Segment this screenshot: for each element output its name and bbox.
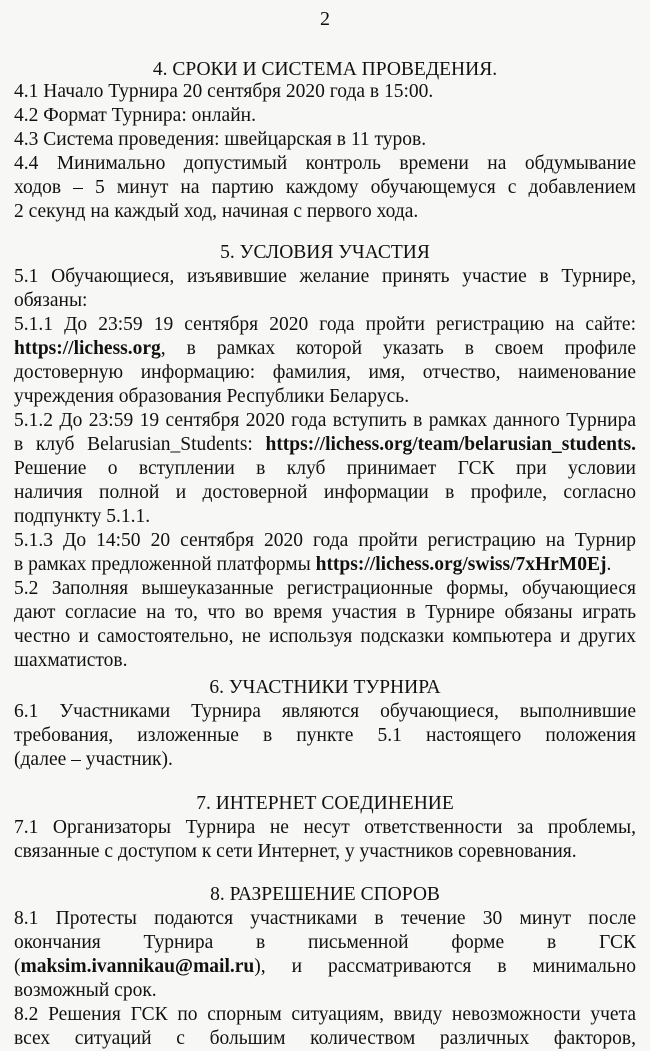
- contact-email: maksim.ivannikau@mail.ru: [20, 956, 255, 977]
- paragraph-5-1-3-line-1: 5.1.3 До 14:50 20 сентября 2020 года пройти регистрацию на Турнир: [14, 530, 636, 551]
- section-8-title: 8. РАЗРЕШЕНИЕ СПОРОВ: [210, 884, 440, 905]
- paragraph-5-2-line-4: шахматистов.: [14, 650, 128, 671]
- paragraph-4-3: 4.3 Система проведения: швейцарская в 11 туров.: [14, 129, 427, 150]
- paragraph-5-2-line-2: дают согласие на то, что во время участия в Турнире обязаны играть: [14, 602, 636, 623]
- team-link: https://lichess.org/team/belarusian_students.: [265, 434, 636, 455]
- paragraph-6-1-line-2: требования, изложенные в пункте 5.1 настоящего положения: [14, 725, 636, 746]
- paragraph-6-1-line-1: 6.1 Участниками Турнира являются обучающиеся, выполнившие: [14, 701, 636, 722]
- swiss-link: https://lichess.org/swiss/7xHrM0Ej: [315, 554, 607, 575]
- paragraph-8-2-line-2: всех ситуаций с большим количеством различных факторов,: [14, 1028, 636, 1049]
- paragraph-8-1-line-4: возможный срок.: [14, 980, 157, 1001]
- paragraph-4-4-line-2: ходов – 5 минут на партию каждому обучающемуся с добавлением: [14, 177, 636, 198]
- paragraph-5-1-2-line-4: наличия полной и достоверной информации в профиле, согласно: [14, 482, 636, 503]
- paragraph-4-1: 4.1 Начало Турнира 20 сентября 2020 года в 15:00.: [14, 81, 434, 102]
- paragraph-4-4-line-3: 2 секунд на каждый ход, начиная с первого хода.: [14, 201, 419, 222]
- lichess-link: https://lichess.org: [14, 338, 161, 359]
- paragraph-6-1-line-3: (далее – участник).: [14, 749, 173, 770]
- paragraph-7-1-line-2: связанные с доступом к сети Интернет, у участников соревнования.: [14, 841, 577, 862]
- paragraph-7-1-line-1: 7.1 Организаторы Турнира не несут ответственности за проблемы,: [14, 817, 636, 838]
- paragraph-8-2-line-1: 8.2 Решения ГСК по спорным ситуациям, ввиду невозможности учета: [14, 1004, 636, 1025]
- paragraph-5-1-3-line-2: в рамках предложенной платформы https://lichess.org/swiss/7xHrM0Ej.: [14, 554, 612, 575]
- paragraph-8-1-line-3: (maksim.ivannikau@mail.ru), и рассматриваются в минимально: [14, 956, 636, 977]
- paragraph-5-1-1-line-3: достоверную информацию: фамилия, имя, отчество, наименование: [14, 362, 636, 383]
- paragraph-5-1-2-line-1: 5.1.2 До 23:59 19 сентября 2020 года вступить в рамках данного Турнира: [14, 410, 636, 431]
- paragraph-5-1-2-line-2: в клуб Belarusian_Students: https://lichess.org/team/belarusian_students.: [14, 434, 636, 455]
- page-number: 2: [320, 8, 330, 30]
- section-6-title: 6. УЧАСТНИКИ ТУРНИРА: [209, 677, 441, 698]
- section-7-title: 7. ИНТЕРНЕТ СОЕДИНЕНИЕ: [196, 793, 454, 814]
- paragraph-5-1-1-line-4: учреждения образования Республики Беларусь.: [14, 386, 410, 407]
- paragraph-5-1-line-1: 5.1 Обучающиеся, изъявившие желание принять участие в Турнире,: [14, 266, 636, 287]
- paragraph-5-1-line-2: обязаны:: [14, 290, 88, 311]
- paragraph-5-1-1-line-2: https://lichess.org, в рамках которой указать в своем профиле: [14, 338, 636, 359]
- paragraph-4-4-line-1: 4.4 Минимально допустимый контроль времени на обдумывание: [14, 153, 636, 174]
- paragraph-5-1-1-line-1: 5.1.1 До 23:59 19 сентября 2020 года пройти регистрацию на сайте:: [14, 314, 636, 335]
- paragraph-5-2-line-3: честно и самостоятельно, не используя подсказки компьютера и других: [14, 626, 636, 647]
- section-4-title: 4. СРОКИ И СИСТЕМА ПРОВЕДЕНИЯ.: [152, 59, 498, 80]
- section-5-title: 5. УСЛОВИЯ УЧАСТИЯ: [220, 242, 430, 263]
- paragraph-5-1-2-line-5: подпункту 5.1.1.: [14, 506, 151, 527]
- paragraph-8-1-line-2: окончания Турнира в письменной форме в ГСК: [14, 932, 636, 953]
- paragraph-8-1-line-1: 8.1 Протесты подаются участниками в течение 30 минут после: [14, 908, 636, 929]
- paragraph-4-2: 4.2 Формат Турнира: онлайн.: [14, 105, 256, 126]
- paragraph-5-1-2-line-3: Решение о вступлении в клуб принимает ГСК при условии: [14, 458, 636, 479]
- paragraph-5-2-line-1: 5.2 Заполняя вышеуказанные регистрационные формы, обучающиеся: [14, 578, 636, 599]
